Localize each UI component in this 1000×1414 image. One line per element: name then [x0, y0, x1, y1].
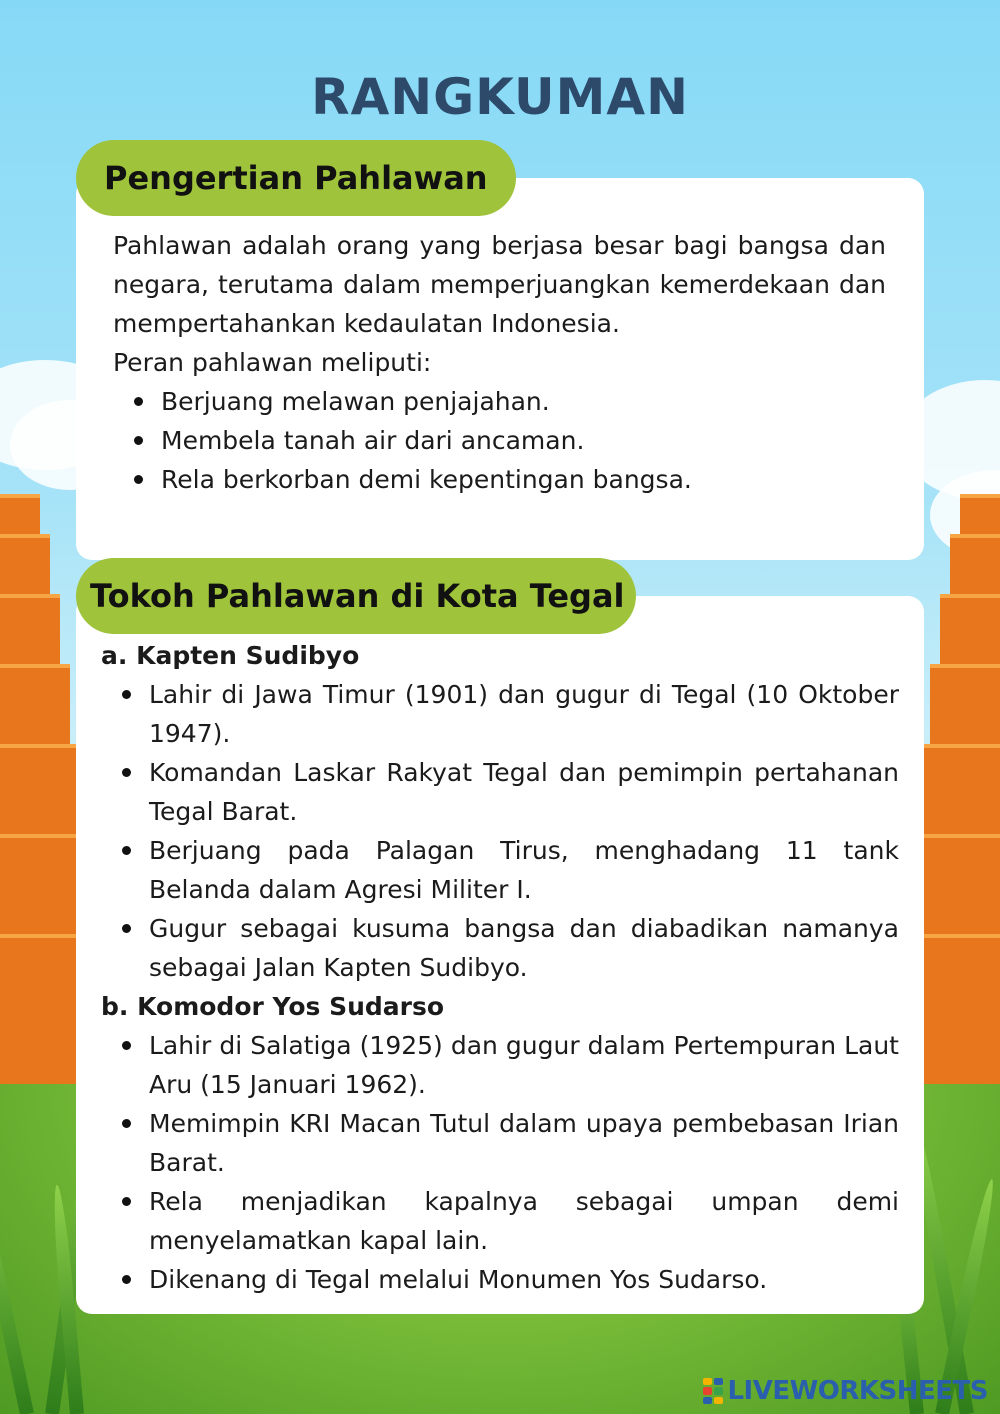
bullet-icon — [134, 436, 143, 445]
section-heading-heroes: Tokoh Pahlawan di Kota Tegal — [76, 558, 636, 634]
list-item: Berjuang pada Palagan Tirus, menghadang 11 tank Belanda dalam Agresi Militer I. — [101, 831, 899, 909]
hero-facts-yos-sudarso — [101, 1026, 899, 1299]
bullet-icon — [122, 1275, 131, 1284]
roles-list — [113, 382, 886, 499]
list-item: Lahir di Salatiga (1925) dan gugur dalam Pertempuran Laut Aru (15 Januari 1962). — [101, 1026, 899, 1104]
hero-name-yos-sudarso: b. Komodor Yos Sudarso — [101, 992, 445, 1021]
heroes-content — [101, 636, 899, 1299]
liveworksheets-logo — [703, 1376, 988, 1406]
bullet-icon — [122, 1041, 131, 1050]
list-item: Lahir di Jawa Timur (1901) dan gugur di Tegal (10 Oktober 1947). — [101, 675, 899, 753]
bullet-icon — [122, 924, 131, 933]
hero-name-sudibyo: a. Kapten Sudibyo — [101, 641, 360, 670]
bullet-icon — [122, 1197, 131, 1206]
list-item: Berjuang melawan penjajahan. — [113, 382, 886, 421]
page-title: RANGKUMAN — [311, 68, 689, 126]
bullet-icon — [122, 1119, 131, 1128]
list-item: Rela menjadikan kapalnya sebagai umpan demi menyelamatkan kapal lain. — [101, 1182, 899, 1260]
list-item: Memimpin KRI Macan Tutul dalam upaya pembebasan Irian Barat. — [101, 1104, 899, 1182]
logo-mark-icon — [703, 1378, 723, 1404]
list-item: Rela berkorban demi kepentingan bangsa. — [113, 460, 886, 499]
watermark-text: LIVEWORKSHEETS — [727, 1376, 988, 1406]
roles-intro: Peran pahlawan meliputi: — [113, 348, 432, 377]
definition-paragraph: Pahlawan adalah orang yang berjasa besar bagi bangsa dan negara, terutama dalam memperjuangkan kemerdekaan dan mempertahankan kedaulatan Indonesia. — [113, 231, 886, 338]
bullet-icon — [134, 475, 143, 484]
bullet-icon — [134, 397, 143, 406]
list-item: Membela tanah air dari ancaman. — [113, 421, 886, 460]
bullet-icon — [122, 690, 131, 699]
bullet-icon — [122, 846, 131, 855]
list-item: Dikenang di Tegal melalui Monumen Yos Sudarso. — [101, 1260, 899, 1299]
definition-content — [113, 226, 886, 499]
hero-facts-sudibyo — [101, 675, 899, 987]
bullet-icon — [122, 768, 131, 777]
list-item: Gugur sebagai kusuma bangsa dan diabadikan namanya sebagai Jalan Kapten Sudibyo. — [101, 909, 899, 987]
section-heading-definition: Pengertian Pahlawan — [76, 140, 516, 216]
list-item: Komandan Laskar Rakyat Tegal dan pemimpin pertahanan Tegal Barat. — [101, 753, 899, 831]
